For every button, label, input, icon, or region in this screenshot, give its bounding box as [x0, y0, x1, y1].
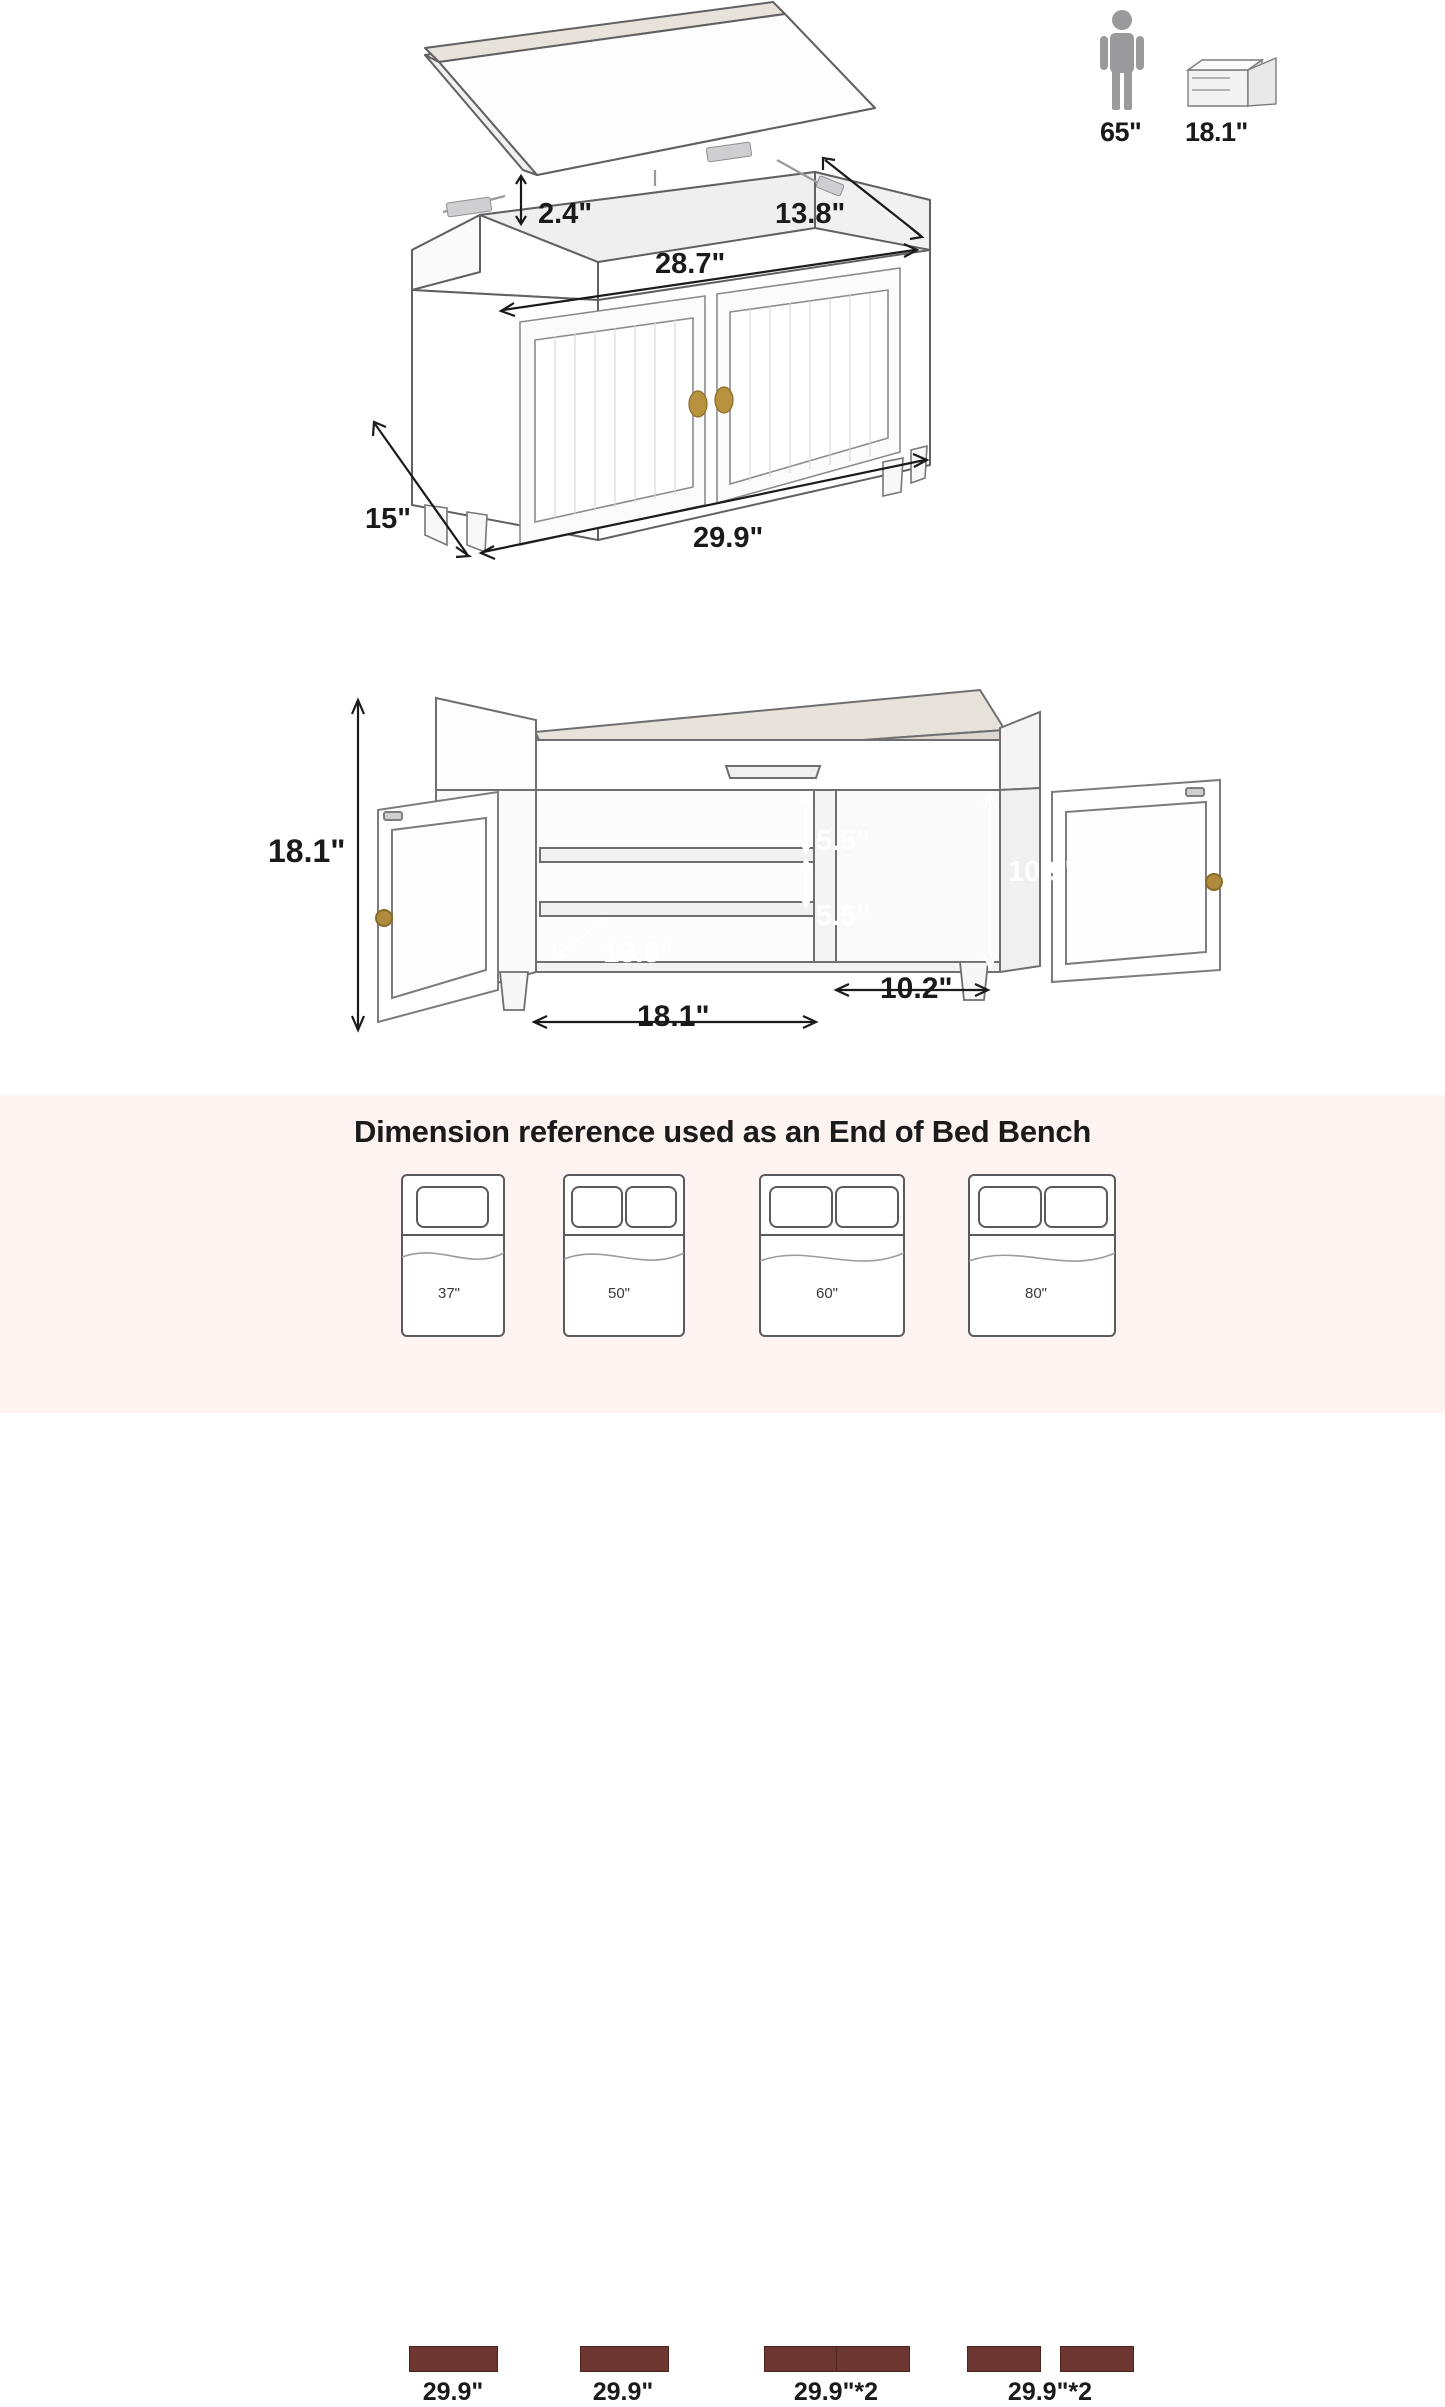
bench-label-queen: 29.9"*2	[793, 2378, 879, 2406]
bench-label-king: 29.9"*2	[1007, 2378, 1093, 2406]
queen-bed-icon	[758, 1173, 906, 1338]
bench-bar-queen-1	[764, 2346, 838, 2372]
dim-left-section-width: 18.1"	[637, 1000, 710, 1033]
bench-front-open-illustration	[340, 670, 1270, 1070]
dim-upper-compartment-height: 5.5"	[816, 825, 871, 857]
bench-icon	[1188, 58, 1276, 106]
bench-perspective-illustration	[355, 0, 975, 590]
dim-lid-thickness: 2.4"	[538, 198, 593, 230]
dim-shelf-depth: 13.8"	[603, 937, 674, 969]
bed-column-full	[562, 1173, 686, 1343]
person-icon	[1100, 10, 1144, 110]
end-of-bed-banner	[0, 1095, 1445, 2406]
dim-overall-depth: 15"	[365, 503, 412, 535]
bed-width-label-twin: 37"	[438, 1285, 461, 1302]
king-bed-icon	[967, 1173, 1117, 1338]
bench-bar-queen-2	[836, 2346, 910, 2372]
banner-title: Dimension reference used as an End of Bed Bench	[354, 1114, 1091, 1149]
bed-column-king	[967, 1173, 1117, 1343]
left-open-door	[376, 792, 498, 1022]
bench-bar-full	[580, 2346, 669, 2372]
bed-column-queen	[758, 1173, 906, 1343]
person-height-label: 65"	[1100, 117, 1142, 147]
dim-right-compartment-height: 10.9"	[1008, 856, 1079, 888]
bed-width-label-queen: 60"	[816, 1285, 839, 1302]
dim-right-section-width: 10.2"	[880, 972, 953, 1005]
bench-height-label: 18.1"	[1185, 117, 1248, 147]
bed-column-twin	[400, 1173, 506, 1343]
dim-overall-width: 29.9"	[693, 522, 764, 554]
bench-label-full: 29.9"	[592, 2378, 654, 2406]
dim-overall-height: 18.1"	[268, 833, 346, 869]
bed-width-label-king: 80"	[1025, 1285, 1048, 1302]
dim-lower-compartment-height: 5.5"	[816, 900, 871, 932]
dim-inner-depth: 13.8"	[775, 198, 846, 230]
bed-width-label-full: 50"	[608, 1285, 631, 1302]
full-bed-icon	[562, 1173, 686, 1338]
bench-bar-king-2	[1060, 2346, 1134, 2372]
bench-bar-twin	[409, 2346, 498, 2372]
scale-reference-icons	[1080, 8, 1310, 118]
dim-inner-width: 28.7"	[655, 248, 726, 280]
bench-bar-king-1	[967, 2346, 1041, 2372]
bench-label-twin: 29.9"	[422, 2378, 484, 2406]
twin-bed-icon	[400, 1173, 506, 1338]
